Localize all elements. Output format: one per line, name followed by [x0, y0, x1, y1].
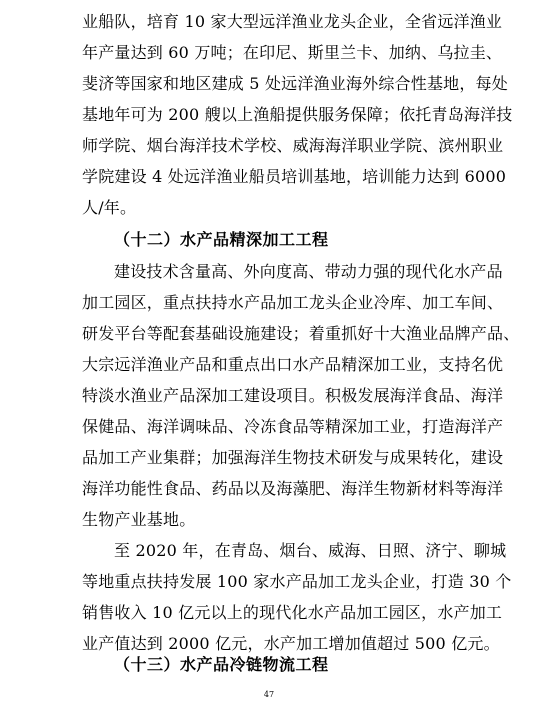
- page-number: 47: [263, 690, 275, 699]
- body-text-line: 销售收入 10 亿元以上的现代化水产品加工园区，水产加工: [82, 603, 503, 622]
- body-text-line: 保健品、海洋调味品、冷冻食品等精深加工业，打造海洋产: [82, 417, 504, 436]
- body-text-line: 特淡水渔业产品深加工建设项目。积极发展海洋食品、海洋: [82, 386, 504, 405]
- body-text-line: 加工园区，重点扶持水产品加工龙头企业冷库、加工车间、: [82, 293, 504, 312]
- body-text-line: 师学院、烟台海洋技术学校、威海海洋职业学院、滨州职业: [82, 136, 504, 155]
- section-heading: （十三）水产品冷链物流工程: [114, 655, 329, 674]
- body-text-line: 建设技术含量高、外向度高、带动力强的现代化水产品: [114, 262, 503, 281]
- body-text-line: 业产值达到 2000 亿元，水产加工增加值超过 500 亿元。: [82, 634, 500, 653]
- body-text-line: 研发平台等配套基础设施建设；着重抓好十大渔业品牌产品、: [82, 324, 520, 343]
- body-text-line: 基地年可为 200 艘以上渔船提供服务保障；依托青岛海洋技: [82, 105, 513, 124]
- body-text-line: 至 2020 年，在青岛、烟台、威海、日照、济宁、聊城: [114, 541, 507, 560]
- body-text-line: 学院建设 4 处远洋渔业船员培训基地，培训能力达到 6000: [82, 167, 507, 186]
- body-text-line: 等地重点扶持发展 100 家水产品加工龙头企业，打造 30 个: [82, 572, 512, 591]
- body-text-line: 生物产业基地。: [82, 510, 196, 529]
- body-text-line: 业船队，培育 10 家大型远洋渔业龙头企业，全省远洋渔业: [82, 12, 503, 31]
- body-text-line: 人/年。: [82, 198, 137, 217]
- body-text-line: 大宗远洋渔业产品和重点出口水产品精深加工业，支持名优: [82, 355, 504, 374]
- body-text-line: 斐济等国家和地区建成 5 处远洋渔业海外综合性基地，每处: [82, 74, 508, 93]
- body-text-line: 年产量达到 60 万吨；在印尼、斯里兰卡、加纳、乌拉圭、: [82, 43, 503, 62]
- section-heading: （十二）水产品精深加工工程: [114, 230, 329, 249]
- body-text-line: 品加工产业集群；加强海洋生物技术研发与成果转化，建设: [82, 448, 504, 467]
- body-text-line: 海洋功能性食品、药品以及海藻肥、海洋生物新材料等海洋: [82, 479, 504, 498]
